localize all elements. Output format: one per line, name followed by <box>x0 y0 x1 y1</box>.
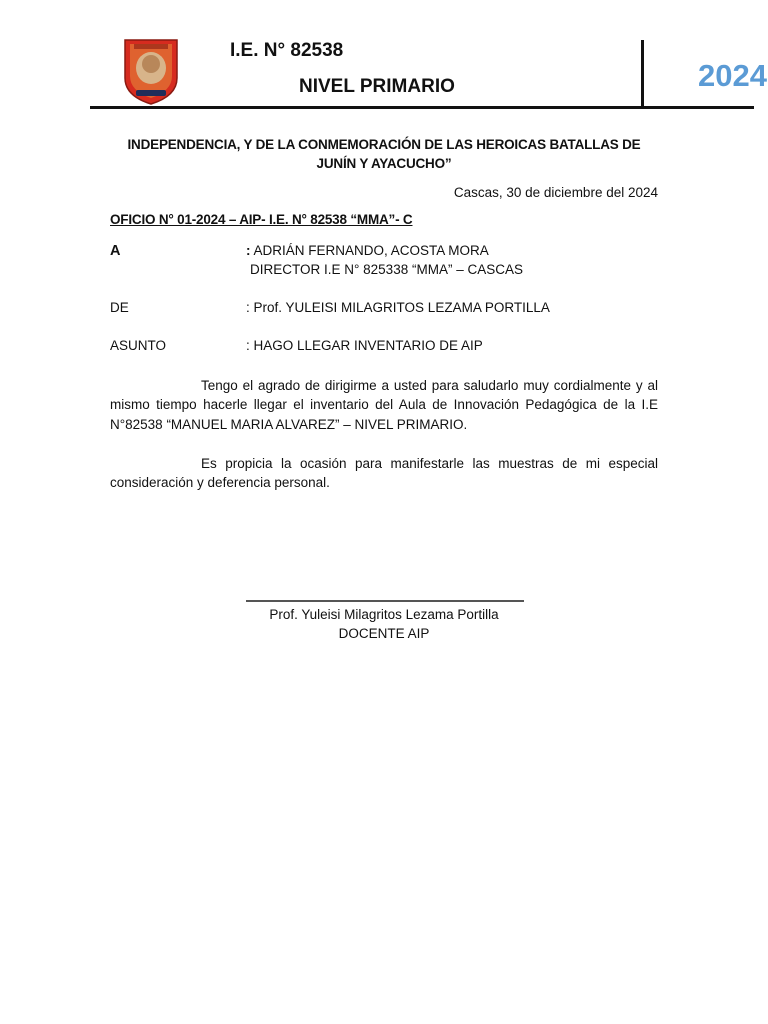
header-divider <box>90 106 754 109</box>
school-id: I.E. N° 82538 <box>230 40 344 61</box>
closing-paragraph: Es propicia la ocasión para manifestarle las muestras de mi especial consideración y deferencia personal. <box>110 456 658 491</box>
year-label: 2024 <box>698 58 767 93</box>
to-label: A <box>110 243 121 259</box>
from-label: DE <box>110 300 129 315</box>
oficio-reference: OFICIO N° 01-2024 – AIP- I.E. N° 82538 “MMA”- C <box>110 212 413 227</box>
to-colon: : <box>246 243 251 258</box>
date-line: Cascas, 30 de diciembre del 2024 <box>453 185 658 200</box>
from-value: : Prof. YULEISI MILAGRITOS LEZAMA PORTILLA <box>246 300 550 315</box>
signature-line <box>246 600 524 602</box>
subject-value: : HAGO LLEGAR INVENTARIO DE AIP <box>246 338 483 353</box>
signer-role: DOCENTE AIP <box>338 626 430 641</box>
school-level: NIVEL PRIMARIO <box>299 76 455 97</box>
to-value <box>246 243 489 258</box>
signer-name: Prof. Yuleisi Milagritos Lezama Portilla <box>269 607 499 622</box>
header-vertical-divider <box>641 40 644 106</box>
recipient-name: ADRIÁN FERNANDO, ACOSTA MORA <box>253 243 489 258</box>
recipient-title: DIRECTOR I.E N° 825338 “MMA” – CASCAS <box>250 262 523 277</box>
subject-label: ASUNTO <box>110 338 167 353</box>
commemoration-heading: INDEPENDENCIA, Y DE LA CONMEMORACIÓN DE LAS HEROICAS BATALLAS DE JUNÍN Y AYACUCHO” <box>127 137 641 171</box>
school-crest-icon <box>122 38 180 106</box>
body-paragraph: Tengo el agrado de dirigirme a usted para saludarlo muy cordialmente y al mismo tiempo hacerle llegar el inventario del Aula de Innovación Pedagógica de la I.E N°82538 “MANUEL MARIA ALVAREZ” – NIVEL PRIMARIO. <box>110 378 658 432</box>
